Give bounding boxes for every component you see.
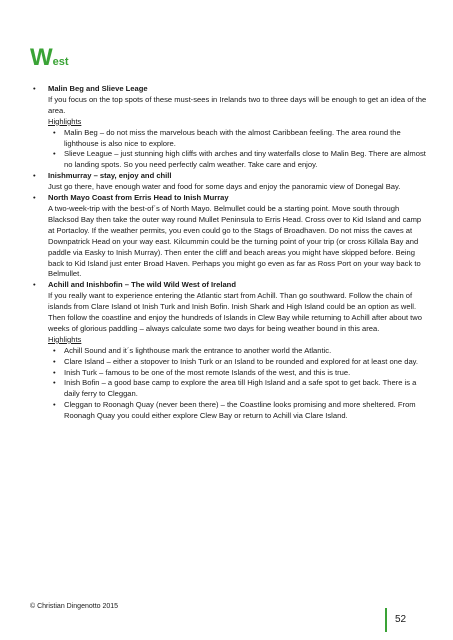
highlights-list	[48, 128, 428, 172]
page-number-divider	[385, 608, 387, 632]
item-title: • Inishmurray – stay, enjoy and chill	[48, 171, 172, 181]
list-item	[33, 280, 428, 422]
item-body: If you really want to experience entering the Atlantic start from Achill. Than go southward. Follow the chain of islands from Clare Island ot Inish Turk and Inish Bofin. Inish Shark and High Island could be an option as well. Then follow the coastline and enjoy the hundreds of Islands in Clew Bay while returning to Achill after about two weeks of glorious paddling – always calculate some two days for being weather bound in this area.	[48, 291, 422, 333]
page-number: 52	[395, 614, 407, 625]
copyright-text: © Christian Dingenotto 2015	[30, 603, 119, 610]
highlights-label: Highlights	[48, 334, 82, 344]
highlight-item: • Inish Bofin – a good base camp to explore the area till High Island and a safe spot to get back. There is a daily ferry to Cleggan.	[48, 378, 428, 400]
highlight-item: • Cleggan to Roonagh Quay (never been there) – the Coastline looks promising and more sheltered. From Roonagh Quay you could either explore Clew Bay or return to Achill via Clare Island.	[48, 400, 428, 422]
item-title: • North Mayo Coast from Erris Head to Inish Murray	[48, 193, 229, 203]
section-heading	[30, 46, 69, 70]
list-item	[33, 84, 428, 171]
heading-initial: W	[30, 44, 53, 71]
list-item	[33, 171, 428, 193]
content-body	[33, 84, 428, 422]
highlights-label: Highlights	[48, 116, 82, 126]
list-item	[33, 193, 428, 280]
highlights-list	[48, 346, 428, 422]
highlight-item: • Achill Sound and it´s lighthouse mark the entrance to another world the Atlantic.	[48, 346, 428, 357]
item-body: If you focus on the top spots of these must-sees in Irelands two to three days will be enough to get an idea of the area.	[48, 94, 427, 115]
highlight-item: • Clare Island – either a stopover to Inish Turk or an Island to be rounded and explored for at least one day.	[48, 357, 428, 368]
item-body: Just go there, have enough water and food for some days and enjoy the panoramic view of Donegal Bay.	[48, 182, 401, 192]
item-title: • Achill and Inishbofin – The wild Wild West of Ireland	[48, 280, 236, 290]
item-title: • Malin Beg and Slieve Leage	[48, 84, 148, 93]
highlight-item: • Malin Beg – do not miss the marvelous beach with the almost Caribbean feeling. The area round the lighthouse is also nice to explore.	[48, 128, 428, 150]
section-list	[33, 84, 428, 422]
item-body: A two-week-trip with the best-of´s of North Mayo. Belmullet could be a starting point. Move south through Blacksod Bay then take the outer way round Mullet Peninsula to Erris Head. Cross over to Kid Island and camp at Portacloy. If the weather permits, you even could go to the Stags of Broadhaven. Do not miss the caves at Downpatrick Head on your way east. Kilcummin could be the turning point of your trip (or cross Killala Bay and paddle via Easky to Inish Murray). Then enter the cliff and beach areas you might have skipped before. Being back to Kid Island just enter Broad Haven. Perhaps you might go even as far as Ross Port on your way back to Belmullet.	[48, 203, 422, 279]
highlight-item: • Slieve League – just stunning high cliffs with arches and tiny waterfalls close to Malin Beg. There are almost no landing spots. So you need perfectly calm weather. Take care and enjoy.	[48, 149, 428, 171]
heading-rest: est	[52, 56, 69, 68]
highlight-item: • Inish Turk – famous to be one of the most remote Islands of the west, and this is true.	[48, 368, 428, 379]
